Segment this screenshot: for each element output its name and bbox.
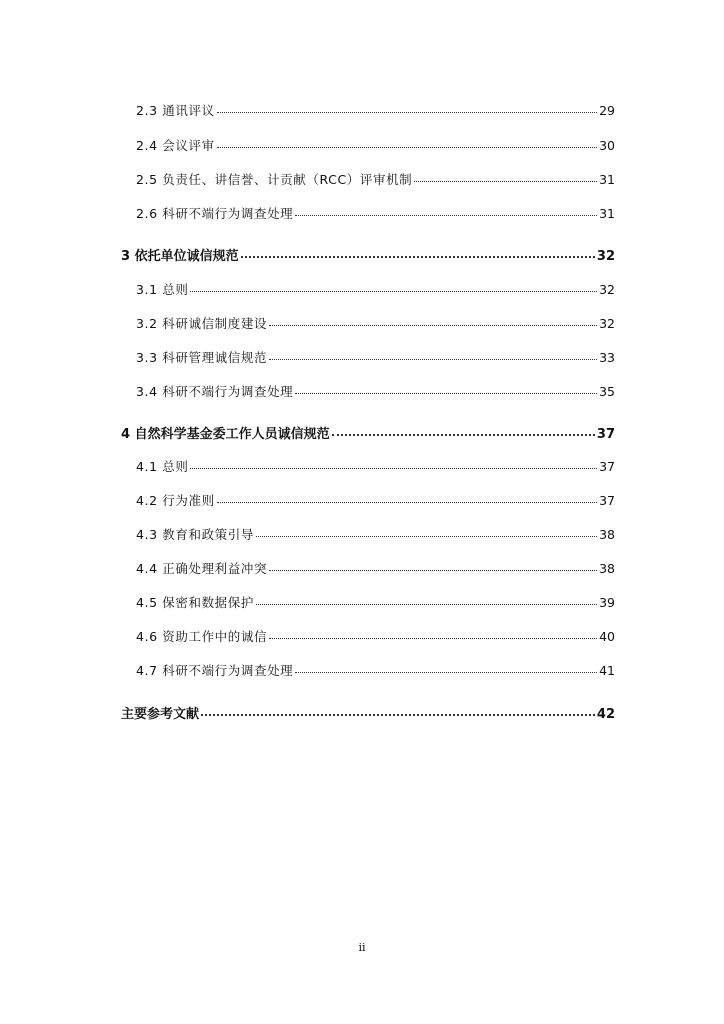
toc-entry-2-3[interactable] (136, 101, 615, 119)
toc-number: 3 (121, 249, 131, 264)
toc-leader (269, 638, 597, 639)
toc-entry-2-5[interactable] (136, 170, 615, 188)
toc-number: 4.6 (136, 629, 158, 644)
toc-page-number: 33 (599, 350, 615, 365)
toc-entry-4-6[interactable] (136, 627, 615, 645)
toc-number: 3.4 (136, 384, 158, 399)
toc-leader (295, 672, 597, 673)
toc-title: 科研管理诚信规范 (162, 350, 268, 365)
toc-title: 科研不端行为调查处理 (162, 206, 294, 221)
toc-leader (190, 468, 597, 469)
toc-page-number: 38 (599, 527, 615, 542)
toc-title: 主要参考文献 (121, 707, 200, 722)
toc-page-number: 37 (596, 427, 615, 442)
toc-page-number: 38 (599, 561, 615, 576)
toc-page-number: 32 (599, 282, 615, 297)
toc-title: 自然科学基金委工作人员诚信规范 (134, 427, 330, 442)
toc-entry-4-1[interactable] (136, 457, 615, 475)
toc-leader (190, 291, 597, 292)
toc-leader (269, 570, 597, 571)
toc-page-number: 42 (596, 707, 615, 722)
toc-page-number: 31 (599, 172, 615, 187)
toc-leader (256, 604, 597, 605)
toc-number: 4.3 (136, 527, 158, 542)
toc-title: 通讯评议 (162, 103, 215, 118)
toc-leader (332, 434, 595, 436)
toc-leader (201, 714, 595, 716)
toc-title: 总则 (162, 459, 189, 474)
toc-leader (269, 359, 597, 360)
toc-number: 3.2 (136, 316, 158, 331)
toc-entry-4-5[interactable] (136, 593, 615, 611)
toc-page-number: 37 (599, 459, 615, 474)
toc-page-number: 40 (599, 629, 615, 644)
toc-leader (295, 215, 597, 216)
toc-entry-3-3[interactable] (136, 348, 615, 366)
toc-number: 4.1 (136, 459, 158, 474)
toc-entry-references[interactable] (121, 703, 615, 722)
toc-number: 2.4 (136, 138, 158, 153)
toc-leader (217, 112, 597, 113)
toc-title: 负责任、讲信誉、计贡献（RCC）评审机制 (162, 172, 413, 187)
toc-title: 资助工作中的诚信 (162, 629, 268, 644)
toc-leader (217, 147, 597, 148)
toc-entry-4-3[interactable] (136, 525, 615, 543)
toc-title: 行为准则 (162, 493, 215, 508)
toc-page-number: 30 (599, 138, 615, 153)
toc-number: 3.3 (136, 350, 158, 365)
toc-number: 4.7 (136, 663, 158, 678)
toc-entry-4-4[interactable] (136, 559, 615, 577)
toc-entry-chapter-3[interactable] (121, 245, 615, 264)
toc-entry-4-2[interactable] (136, 491, 615, 509)
toc-number: 3.1 (136, 282, 158, 297)
toc-entry-3-2[interactable] (136, 314, 615, 332)
toc-title: 总则 (162, 282, 189, 297)
toc-leader (241, 256, 595, 258)
toc-title: 科研不端行为调查处理 (162, 384, 294, 399)
toc-number: 4.5 (136, 595, 158, 610)
toc-number: 2.6 (136, 206, 158, 221)
toc-leader (269, 325, 597, 326)
toc-page-number: 41 (599, 663, 615, 678)
toc-leader (295, 393, 597, 394)
toc-page-number: 31 (599, 206, 615, 221)
toc-entry-4-7[interactable] (136, 661, 615, 679)
toc-leader (217, 502, 597, 503)
toc-title: 正确处理利益冲突 (162, 561, 268, 576)
toc-title: 科研不端行为调查处理 (162, 663, 294, 678)
toc-title: 保密和数据保护 (162, 595, 254, 610)
toc-leader (256, 536, 597, 537)
toc-number: 2.5 (136, 172, 158, 187)
toc-title: 会议评审 (162, 138, 215, 153)
toc-page-number: 37 (599, 493, 615, 508)
toc-page-number: 39 (599, 595, 615, 610)
toc-page-number: 32 (596, 249, 615, 264)
toc-entry-2-6[interactable] (136, 204, 615, 222)
page-number-footer: ii (358, 941, 366, 954)
toc-page-number: 29 (599, 103, 615, 118)
toc-entry-chapter-4[interactable] (121, 423, 615, 442)
toc-number: 2.3 (136, 103, 158, 118)
toc-leader (414, 181, 597, 182)
toc-entry-3-4[interactable] (136, 382, 615, 400)
toc-number: 4 (121, 427, 131, 442)
toc-page-number: 32 (599, 316, 615, 331)
toc-entry-3-1[interactable] (136, 280, 615, 298)
toc-entry-2-4[interactable] (136, 136, 615, 154)
toc-number: 4.4 (136, 561, 158, 576)
toc-number: 4.2 (136, 493, 158, 508)
toc-page-number: 35 (599, 384, 615, 399)
toc-title: 教育和政策引导 (162, 527, 254, 542)
toc-title: 依托单位诚信规范 (134, 249, 239, 264)
toc-title: 科研诚信制度建设 (162, 316, 268, 331)
